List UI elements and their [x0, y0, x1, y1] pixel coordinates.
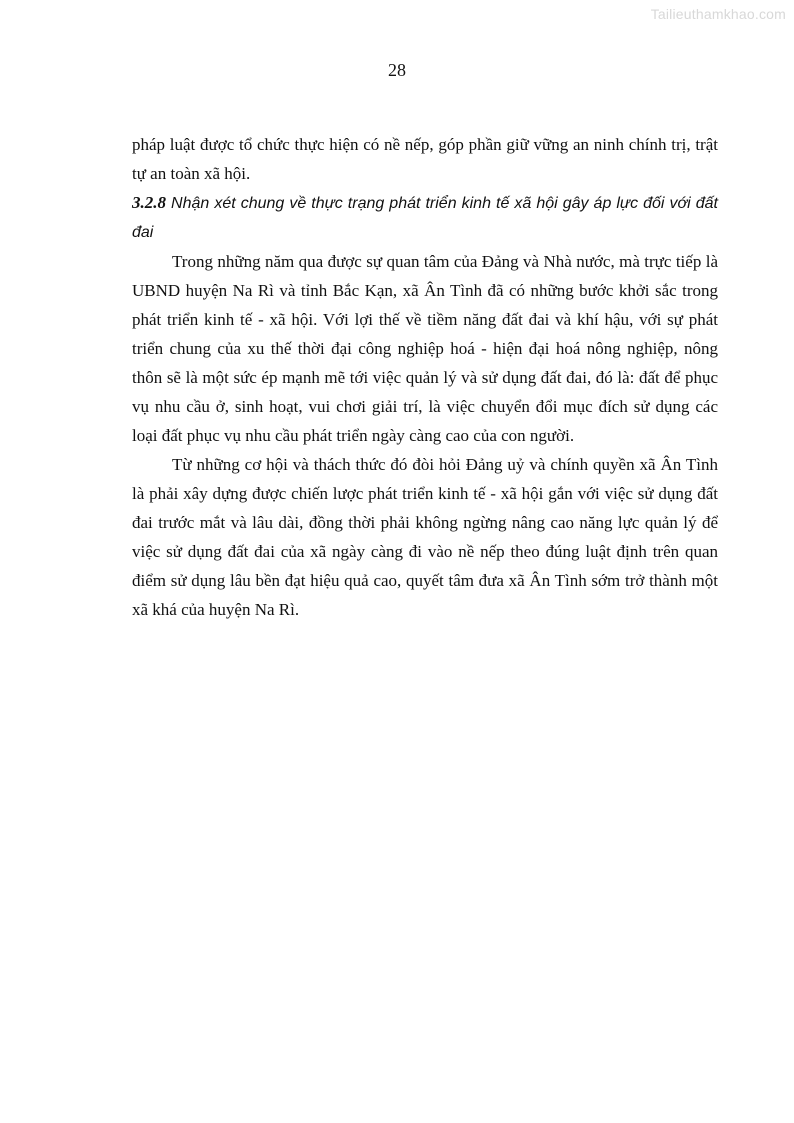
section-title: Nhận xét chung về thực trạng phát triển kinh tế xã hội gây áp lực đối với đất đai — [132, 195, 718, 241]
paragraph-2: Từ những cơ hội và thách thức đó đòi hỏi Đảng uỷ và chính quyền xã Ân Tình là phải xây dựng được chiến lược phát triển kinh tế - xã hội gắn với việc sử dụng đất đai trước mắt và lâu dài, đồng thời phải không ngừng nâng cao năng lực quản lý để việc sử dụng đất đai của xã ngày càng đi vào nề nếp theo đúng luật định trên quan điểm sử dụng lâu bền đạt hiệu quả cao, quyết tâm đưa xã Ân Tình sớm trở thành một xã khá của huyện Na Rì. — [132, 455, 718, 619]
watermark-text: Tailieuthamkhao.com — [650, 6, 786, 22]
section-heading — [132, 188, 718, 247]
paragraph-continuation: pháp luật được tổ chức thực hiện có nề nếp, góp phần giữ vững an ninh chính trị, trật tự an toàn xã hội. — [132, 135, 718, 183]
page-number: 28 — [388, 60, 406, 80]
paragraph-1: Trong những năm qua được sự quan tâm của Đảng và Nhà nước, mà trực tiếp là UBND huyện Na Rì và tỉnh Bắc Kạn, xã Ân Tình đã có những bước khởi sắc trong phát triển kinh tế - xã hội. Với lợi thế về tiềm năng đất đai và khí hậu, với sự phát triển chung của xu thế thời đại công nghiệp hoá - hiện đại hoá nông nghiệp, nông thôn sẽ là một sức ép mạnh mẽ tới việc quản lý và sử dụng đất đai, đó là: đất để phục vụ nhu cầu ở, sinh hoạt, vui chơi giải trí, là việc chuyển đổi mục đích sử dụng các loại đất phục vụ nhu cầu phát triển ngày càng cao của con người. — [132, 252, 718, 445]
section-number: 3.2.8 — [132, 193, 166, 212]
document-body — [132, 130, 718, 624]
